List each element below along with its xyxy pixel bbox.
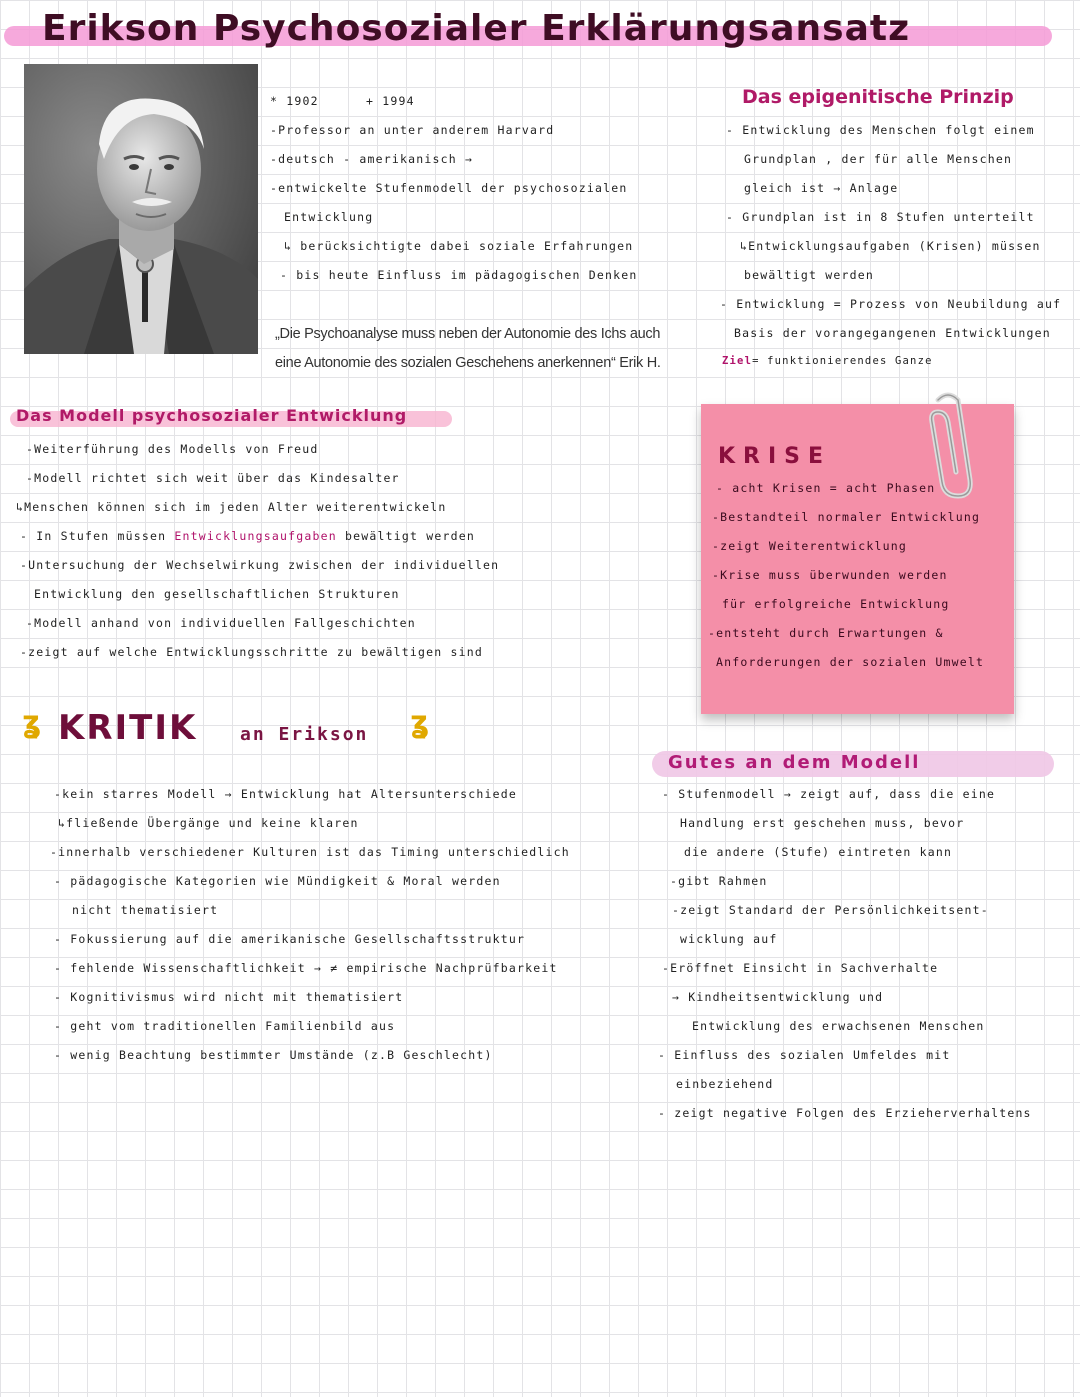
kritik-heading: KRITIK: [58, 708, 198, 748]
page-title: Erikson Psychosozialer Erklärungsansatz: [42, 8, 911, 49]
epigenetic-line: - Grundplan ist in 8 Stufen unterteilt: [726, 210, 1035, 224]
squiggle-icon: ʓ: [22, 705, 42, 740]
model-line: ↳Menschen können sich im jeden Alter weiterentwickeln: [16, 500, 447, 514]
epigenetic-line: Basis der vorangegangenen Entwicklungen: [734, 326, 1051, 340]
gutes-line: einbeziehend: [676, 1077, 774, 1091]
stage-prefix: - In Stufen müssen: [20, 529, 167, 543]
erikson-portrait: [24, 64, 258, 354]
gutes-line: → Kindheitsentwicklung und: [672, 990, 884, 1004]
bio-line: - bis heute Einfluss im pädagogischen Denken: [280, 268, 638, 282]
kritik-line: -kein starres Modell → Entwicklung hat Altersunterschiede: [54, 787, 518, 801]
kritik-line: - Fokussierung auf die amerikanische Gesellschaftsstruktur: [54, 932, 526, 946]
kritik-line: - pädagogische Kategorien wie Mündigkeit & Moral werden: [54, 874, 501, 888]
bio-line: -deutsch - amerikanisch →: [270, 152, 474, 166]
model-line: -Modell richtet sich weit über das Kindesalter: [26, 471, 400, 485]
epigenetic-line: gleich ist → Anlage: [744, 181, 899, 195]
stage-suffix: bewältigt werden: [344, 529, 475, 543]
kritik-line: ↳fließende Übergänge und keine klaren: [58, 816, 359, 830]
bio-line: ↳ berücksichtigte dabei soziale Erfahrungen: [284, 239, 634, 253]
bio-born: * 1902: [270, 94, 319, 108]
kritik-line: - fehlende Wissenschaftlichkeit → ≠ empirische Nachprüfbarkeit: [54, 961, 558, 975]
krise-line: -zeigt Weiterentwicklung: [712, 539, 907, 553]
model-line: -Weiterführung des Modells von Freud: [26, 442, 319, 456]
quote-line-1: „Die Psychoanalyse muss neben der Autonomie des Ichs auch: [275, 326, 661, 342]
bio-line: Entwicklung: [284, 210, 374, 224]
krise-line: -Krise muss überwunden werden: [712, 568, 948, 582]
epigenetic-line: Grundplan , der für alle Menschen: [744, 152, 1013, 166]
quote-line-2: eine Autonomie des sozialen Geschehens anerkennen“ Erik H.: [275, 355, 661, 371]
squiggle-icon: ʓ: [410, 705, 430, 740]
goal-text: = funktionierendes Ganze: [752, 355, 933, 367]
kritik-line: -innerhalb verschiedener Kulturen ist das Timing unterschiedlich: [50, 845, 570, 859]
kritik-line: - Kognitivismus wird nicht mit thematisiert: [54, 990, 404, 1004]
gutes-line: Entwicklung des erwachsenen Menschen: [692, 1019, 985, 1033]
bio-line: -Professor an unter anderem Harvard: [270, 123, 555, 137]
kritik-line: - wenig Beachtung bestimmter Umstände (z.B Geschlecht): [54, 1048, 493, 1062]
gutes-line: - Einfluss des sozialen Umfeldes mit: [658, 1048, 951, 1062]
krise-line: Anforderungen der sozialen Umwelt: [716, 655, 985, 669]
epigenetic-line: bewältigt werden: [744, 268, 874, 282]
model-line: -Untersuchung der Wechselwirkung zwischen der individuellen: [20, 558, 500, 572]
gutes-heading: Gutes an dem Modell: [668, 752, 921, 773]
model-heading: Das Modell psychosozialer Entwicklung: [16, 406, 408, 425]
krise-line: - acht Krisen = acht Phasen: [716, 481, 936, 495]
model-stage-line: [20, 529, 475, 543]
gutes-line: - Stufenmodell → zeigt auf, dass die eine: [662, 787, 996, 801]
bio-died: + 1994: [366, 94, 415, 108]
model-line: -zeigt auf welche Entwicklungsschritte zu bewältigen sind: [20, 645, 484, 659]
gutes-line: Handlung erst geschehen muss, bevor: [680, 816, 965, 830]
epigenetic-line: ↳Entwicklungsaufgaben (Krisen) müssen: [740, 239, 1041, 253]
model-line: -Modell anhand von individuellen Fallgeschichten: [26, 616, 416, 630]
epigenetic-line: - Entwicklung des Menschen folgt einem: [726, 123, 1035, 137]
krise-line: für erfolgreiche Entwicklung: [722, 597, 950, 611]
krise-line: -Bestandteil normaler Entwicklung: [712, 510, 981, 524]
kritik-line: - geht vom traditionellen Familienbild aus: [54, 1019, 396, 1033]
kritik-line: nicht thematisiert: [72, 903, 219, 917]
erikson-quote: [275, 320, 695, 378]
gutes-line: wicklung auf: [680, 932, 778, 946]
gutes-line: -zeigt Standard der Persönlichkeitsent-: [672, 903, 989, 917]
epigenetic-heading: Das epigenitische Prinzip: [742, 86, 1014, 108]
epigenetic-line: - Entwicklung = Prozess von Neubildung auf: [720, 297, 1062, 311]
gutes-line: -Eröffnet Einsicht in Sachverhalte: [662, 961, 939, 975]
bio-line: -entwickelte Stufenmodell der psychosozialen: [270, 181, 628, 195]
gutes-line: -gibt Rahmen: [670, 874, 768, 888]
krise-heading: KRISE: [718, 444, 832, 469]
model-line: Entwicklung den gesellschaftlichen Strukturen: [34, 587, 400, 601]
gutes-line: - zeigt negative Folgen des Erzieherverhaltens: [658, 1106, 1032, 1120]
kritik-subheading: an Erikson: [240, 724, 369, 745]
gutes-line: die andere (Stufe) eintreten kann: [684, 845, 953, 859]
goal-label: Ziel: [722, 355, 753, 367]
krise-line: -entsteht durch Erwartungen &: [708, 626, 944, 640]
epigenetic-goal: [722, 355, 933, 367]
stage-highlight: Entwicklungsaufgaben: [174, 529, 337, 543]
